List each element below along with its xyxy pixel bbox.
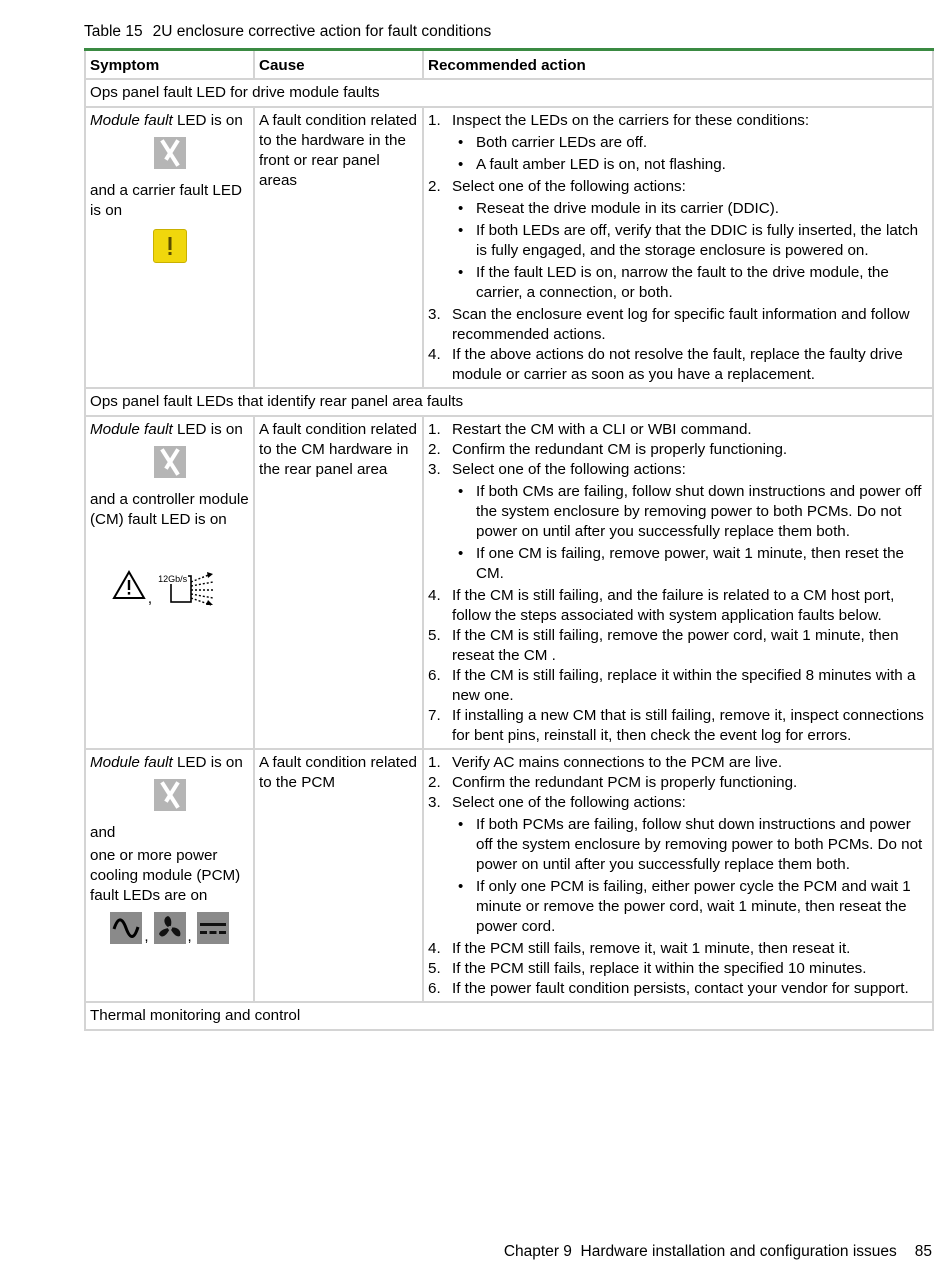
bullet-item: • A fault amber LED is on, not flashing. <box>452 155 928 175</box>
bullet-item: • Both carrier LEDs are off. <box>452 133 928 153</box>
step-item: 2. Select one of the following actions: • Reseat the drive module in its carrier (DDIC). • If both LEDs are off, verify that the DDIC is fully inserted, the latch is fully engaged, and the storage enclosure is powered on. • If the fault LED is on, narrow the fault to the drive module, the carrier, a connection, or both. <box>428 177 928 303</box>
bullet-item: • If both PCMs are failing, follow shut down instructions and power off the system enclosure by removing power to both PCMs. Do not power on until after you successfully replace them both. <box>452 815 928 875</box>
symptom-text: and <box>90 824 116 841</box>
table-header-row <box>85 50 933 80</box>
header-cause: Cause <box>254 50 423 80</box>
symptom-text: LED is on <box>172 421 243 438</box>
recommended-action-cell <box>423 107 933 388</box>
symptom-cell: Module fault LED is on and a controller module (CM) fault LED is on , 12Gb/s <box>85 416 254 749</box>
recommended-action-cell <box>423 749 933 1002</box>
step-item: 4. If the above actions do not resolve the fault, replace the faulty drive module or carrier as soon as you have a replacement. <box>428 346 903 383</box>
step-item: 3. Select one of the following actions: • If both CMs are failing, follow shut down instructions and power off the system enclosure by removing power to both PCMs. Do not power on until after you successfully replace them both. • If one CM is failing, remove power, wait 1 minute, then reset the CM. <box>428 460 928 584</box>
step-item: 5. If the CM is still failing, remove the power cord, wait 1 minute, then reseat the CM . <box>428 627 899 664</box>
table-caption <box>84 22 491 42</box>
table-row <box>85 749 933 1002</box>
bullet-item: • If the fault LED is on, narrow the fault to the drive module, the carrier, a connection, or both. <box>452 263 928 303</box>
table-row <box>85 416 933 749</box>
step-item: 4. If the CM is still failing, and the failure is related to a CM host port, follow the steps associated with system application faults below. <box>428 587 895 624</box>
bullet-item: • If both LEDs are off, verify that the DDIC is fully inserted, the latch is fully engaged, and the storage enclosure is powered on. <box>452 221 928 261</box>
step-item: 3. Scan the enclosure event log for specific fault information and follow recommended actions. <box>428 306 910 343</box>
step-item: 2. Confirm the redundant CM is properly functioning. <box>428 441 788 458</box>
section-row-drive-faults <box>85 79 933 107</box>
section-title: Thermal monitoring and control <box>85 1002 933 1030</box>
cause-cell: A fault condition related to the CM hardware in the rear panel area <box>254 416 423 749</box>
dc-power-icon <box>197 912 229 944</box>
corrective-action-table <box>84 48 934 1031</box>
recommended-action-cell <box>423 416 933 749</box>
step-item: 4. If the PCM still fails, remove it, wait 1 minute, then reseat it. <box>428 940 851 957</box>
port-speed-label: 12Gb/s <box>158 574 188 584</box>
symptom-text: and a controller module (CM) fault LED is on <box>90 491 249 528</box>
page-number: 85 <box>914 1243 932 1260</box>
module-fault-label: Module fault <box>90 112 173 129</box>
cause-cell: A fault condition related to the hardware in the front or rear panel areas <box>254 107 423 388</box>
bullet-item: • If both CMs are failing, follow shut down instructions and power off the system enclosure by removing power to both PCMs. Do not power on until after you successfully replace them both. <box>452 482 928 542</box>
table-title: 2U enclosure corrective action for fault conditions <box>152 23 492 40</box>
symptom-text: LED is on <box>172 754 243 771</box>
section-row-rear-faults <box>85 388 933 416</box>
header-symptom: Symptom <box>85 50 254 80</box>
header-recommended-action: Recommended action <box>423 50 933 80</box>
symptom-text: one or more power cooling module (PCM) fault LEDs are on <box>90 847 241 904</box>
symptom-text: LED is on <box>172 112 243 129</box>
table-row <box>85 107 933 388</box>
module-fault-x-icon <box>154 446 186 478</box>
step-item: 6. If the power fault condition persists, contact your vendor for support. <box>428 980 909 997</box>
cause-cell: A fault condition related to the PCM <box>254 749 423 1002</box>
step-item: 3. Select one of the following actions: • If both PCMs are failing, follow shut down instructions and power off the system enclosure by removing power to both PCMs. Do not power on until after you successfully replace them both. • If only one PCM is failing, either power cycle the PCM and wait 1 minute or remove the power cord, wait 1 minute, then reseat the power cord. <box>428 793 928 937</box>
module-fault-x-icon <box>154 137 186 169</box>
step-item: 1. Verify AC mains connections to the PCM are live. <box>428 754 783 771</box>
module-fault-x-icon <box>154 779 186 811</box>
section-title: Ops panel fault LED for drive module faults <box>85 79 933 107</box>
step-item: 1. Restart the CM with a CLI or WBI command. <box>428 421 752 438</box>
bullet-item: • If only one PCM is failing, either power cycle the PCM and wait 1 minute or remove the power cord, wait 1 minute, then reseat the power cord. <box>452 877 928 937</box>
step-item: 2. Confirm the redundant PCM is properly functioning. <box>428 774 798 791</box>
step-item: 1. Inspect the LEDs on the carriers for these conditions: • Both carrier LEDs are off. • A fault amber LED is on, not flashing. <box>428 111 928 175</box>
host-port-12gbs-icon <box>157 572 227 606</box>
warning-triangle-icon <box>112 570 146 606</box>
page-footer <box>504 1242 932 1262</box>
section-title: Ops panel fault LEDs that identify rear panel area faults <box>85 388 933 416</box>
step-item: 7. If installing a new CM that is still failing, remove it, inspect connections for bent pins, reinstall it, then check the event log for errors. <box>428 707 924 744</box>
bullet-item: • If one CM is failing, remove power, wait 1 minute, then reset the CM. <box>452 544 928 584</box>
chapter-label: Chapter 9 Hardware installation and configuration issues <box>503 1243 897 1260</box>
step-item: 5. If the PCM still fails, replace it within the specified 10 minutes. <box>428 960 867 977</box>
bullet-item: • Reseat the drive module in its carrier (DDIC). <box>452 199 928 219</box>
fan-icon <box>154 912 186 944</box>
module-fault-label: Module fault <box>90 754 173 771</box>
symptom-text: and a carrier fault LED is on <box>90 182 242 219</box>
table-number: Table 15 <box>84 23 143 40</box>
module-fault-label: Module fault <box>90 421 173 438</box>
symptom-cell: Module fault LED is on and one or more power cooling module (PCM) fault LEDs are on , , <box>85 749 254 1002</box>
step-item: 6. If the CM is still failing, replace it within the specified 8 minutes with a new one. <box>428 667 916 704</box>
carrier-fault-exclamation-icon <box>153 229 187 263</box>
section-row-thermal <box>85 1002 933 1030</box>
ac-power-icon <box>110 912 142 944</box>
symptom-cell <box>85 107 254 388</box>
